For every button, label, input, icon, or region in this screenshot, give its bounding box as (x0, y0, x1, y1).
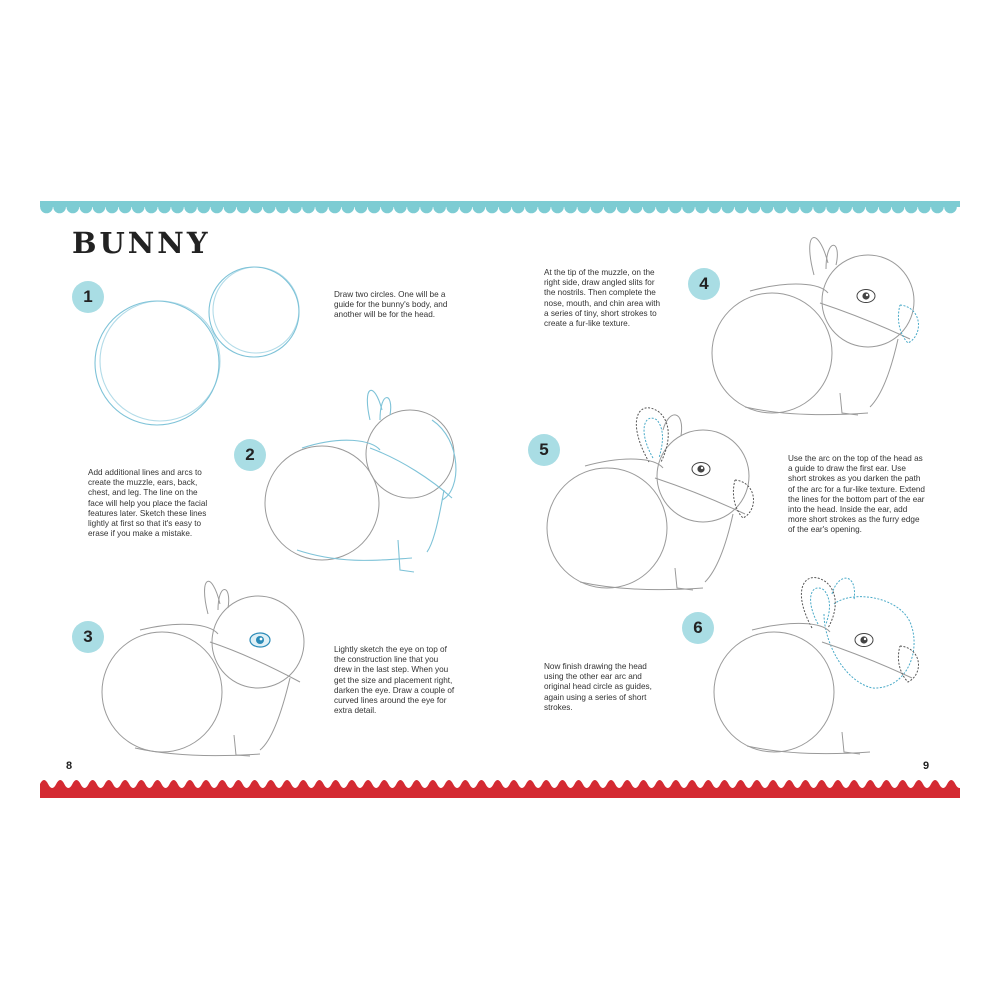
scallop (604, 201, 617, 213)
scallop (460, 201, 473, 213)
scallop (551, 201, 564, 213)
scallop (486, 201, 499, 213)
scallop (813, 201, 826, 213)
step-5-text: Use the arc on the top of the head as a guide to draw the first ear. Use short strokes as you darken the path of the arc for a fur-like texture. Extend the lines for the bottom part of the ear into the head. Inside the ear, add more short strokes as the furry edge of the ear's opening. (788, 454, 925, 535)
scallop (853, 201, 866, 213)
step-2-drawing (262, 380, 472, 580)
scallop-border-top (40, 201, 960, 215)
scallop (892, 201, 905, 213)
scallop (67, 201, 80, 213)
scallop (250, 201, 263, 213)
scallop (538, 201, 551, 213)
step-4-text: At the tip of the muzzle, on the right side, draw angled slits for the nostrils. Then complete the nose, mouth, and chin area with a series of tiny, short strokes to create a fur-like texture. (544, 268, 661, 329)
step-6-drawing (712, 570, 932, 760)
scallop (355, 201, 368, 213)
scallop (761, 201, 774, 213)
scallop (158, 201, 171, 213)
scallop (263, 201, 276, 213)
scallop (433, 201, 446, 213)
scallop (669, 201, 682, 213)
scallop (525, 201, 538, 213)
scallop (630, 201, 643, 213)
scallop (381, 201, 394, 213)
wave-border-bottom (40, 776, 960, 798)
scallop (682, 201, 695, 213)
step-5-drawing (545, 400, 765, 595)
scallop (944, 201, 957, 213)
scallop (211, 201, 224, 213)
scallop (93, 201, 106, 213)
scallop (564, 201, 577, 213)
scallop (787, 201, 800, 213)
step-5-badge: 5 (528, 434, 560, 466)
scallop (617, 201, 630, 213)
scallop (407, 201, 420, 213)
scallop (289, 201, 302, 213)
scallop (879, 201, 892, 213)
scallop (119, 201, 132, 213)
scallop (420, 201, 433, 213)
step-4-drawing (710, 225, 930, 420)
scallop (748, 201, 761, 213)
step-2-badge: 2 (234, 439, 266, 471)
scallop (512, 201, 525, 213)
scallop (839, 201, 852, 213)
scallop (224, 201, 237, 213)
scallop (276, 201, 289, 213)
scallop (368, 201, 381, 213)
scallop (184, 201, 197, 213)
scallop (53, 201, 66, 213)
scallop (499, 201, 512, 213)
step-1-badge: 1 (72, 281, 104, 313)
scallop (826, 201, 839, 213)
scallop (695, 201, 708, 213)
scallop (197, 201, 210, 213)
page-number-right: 9 (923, 760, 930, 772)
scallop (918, 201, 931, 213)
scallop (106, 201, 119, 213)
scallop (394, 201, 407, 213)
scallop (591, 201, 604, 213)
scallop (329, 201, 342, 213)
scallop (80, 201, 93, 213)
scallop (342, 201, 355, 213)
scallop (931, 201, 944, 213)
step-2-text: Add additional lines and arcs to create the muzzle, ears, back, chest, and leg. The line on the face will help you place the facial features later. Sketch these lines lightly at first so that it's easy to erase if you make a mistake. (88, 468, 208, 539)
scallop (866, 201, 879, 213)
scallop (656, 201, 669, 213)
scallop (171, 201, 184, 213)
step-3-drawing (100, 570, 320, 760)
scallop (722, 201, 735, 213)
step-6-badge: 6 (682, 612, 714, 644)
scallop (40, 201, 53, 213)
scallop (905, 201, 918, 213)
scallop (302, 201, 315, 213)
scallop (643, 201, 656, 213)
scallop (145, 201, 158, 213)
page-title: BUNNY (72, 226, 211, 260)
scallop (237, 201, 250, 213)
step-6-text: Now finish drawing the head using the other ear arc and original head circle as guides, again using a series of short strokes. (544, 662, 652, 712)
scallop (473, 201, 486, 213)
scallop (315, 201, 328, 213)
scallop (577, 201, 590, 213)
step-3-badge: 3 (72, 621, 104, 653)
scallop (774, 201, 787, 213)
scallop (735, 201, 748, 213)
scallop (132, 201, 145, 213)
step-1-text: Draw two circles. One will be a guide for the bunny's body, and another will be for the head. (334, 290, 448, 320)
step-3-text: Lightly sketch the eye on top of the construction line that you drew in the last step. When you get the size and placement right, darken the eye. Draw a couple of curved lines around the eye for extra detail. (334, 645, 455, 716)
scallop (708, 201, 721, 213)
step-4-badge: 4 (688, 268, 720, 300)
scallop (800, 201, 813, 213)
page-number-left: 8 (66, 760, 73, 772)
scallop (446, 201, 459, 213)
